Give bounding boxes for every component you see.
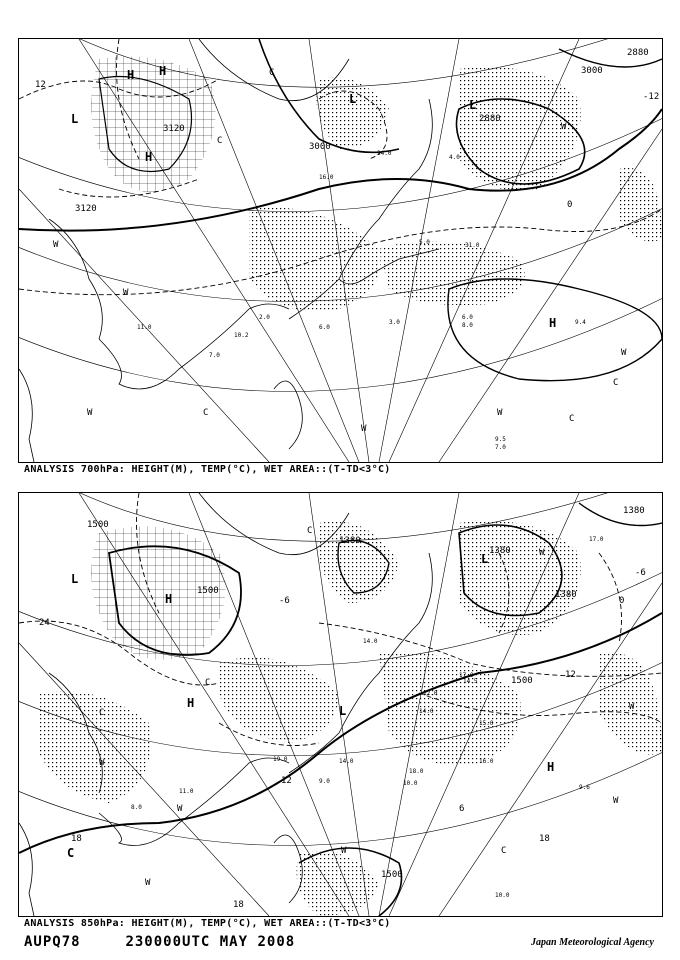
temp-label: W <box>539 548 545 558</box>
contour-label: 1380 <box>623 506 645 516</box>
product-header <box>24 934 295 950</box>
station-value: 11.0 <box>179 788 194 795</box>
station-value: 16.0 <box>479 758 494 765</box>
station-value: 4.0 <box>449 154 460 161</box>
temp-label: W <box>341 846 347 856</box>
station-value: 9.6 <box>579 784 590 791</box>
contour-label: 6 <box>459 804 465 814</box>
station-value: 16.0 <box>319 174 334 181</box>
pressure-label: H <box>165 592 173 606</box>
temp-label: C <box>99 708 105 718</box>
contour-label: 3000 <box>581 66 603 76</box>
contour-label: -6 <box>635 568 646 578</box>
map-700hpa <box>19 39 662 462</box>
station-value: 31.0 <box>465 242 480 249</box>
station-value: 17.0 <box>589 536 604 543</box>
contour-label: 1500 <box>511 676 533 686</box>
temp-label: W <box>99 758 105 768</box>
station-value: 14.0 <box>363 638 378 645</box>
station-value: 5.0 <box>419 239 430 246</box>
contour-label: 24 <box>39 618 50 628</box>
station-value: 12.0 <box>423 690 438 697</box>
temp-label: C <box>501 846 507 856</box>
station-value: 14.5 <box>463 678 478 685</box>
temp-label: W <box>177 804 183 814</box>
wet-areas <box>91 57 662 312</box>
wet-areas <box>39 521 662 916</box>
temp-label: W <box>87 408 93 418</box>
caption-850hpa: ANALYSIS 850hPa: HEIGHT(M), TEMP(°C), WET AREA::(T-TD<3°C) <box>24 918 391 929</box>
chart-700hpa <box>18 38 663 463</box>
temp-label: W <box>621 348 627 358</box>
station-value: 8.0 <box>131 804 142 811</box>
temp-label: C <box>569 414 575 424</box>
contour-label: 2880 <box>479 114 501 124</box>
station-value: 14.0 <box>339 758 354 765</box>
station-value: 8.0 <box>462 322 473 329</box>
station-value: 10.2 <box>234 332 249 339</box>
station-value: 10.0 <box>495 892 510 899</box>
station-value: 3.0 <box>389 319 400 326</box>
contour-label: 3120 <box>75 204 97 214</box>
pressure-label: L <box>71 112 79 126</box>
contour-label: -6 <box>279 596 290 606</box>
pressure-label: H <box>159 64 167 78</box>
station-values <box>137 150 586 451</box>
pressure-label: H <box>187 696 195 710</box>
agency-name: Japan Meteorological Agency <box>531 937 654 948</box>
temp-label: W <box>629 702 635 712</box>
product-code: AUPQ78 <box>24 934 81 950</box>
temp-label: C <box>203 408 209 418</box>
station-value: 9.4 <box>575 319 586 326</box>
contour-label: 1500 <box>87 520 109 530</box>
temp-label: C <box>205 678 211 688</box>
station-value: 2.0 <box>259 314 270 321</box>
contour-label: 3120 <box>163 124 185 134</box>
temp-label: W <box>497 408 503 418</box>
contour-label: 3000 <box>309 142 331 152</box>
pressure-label: H <box>145 150 153 164</box>
station-value: 7.0 <box>209 352 220 359</box>
contour-label: 18 <box>233 900 244 910</box>
station-value: 24.0 <box>377 150 392 157</box>
contour-label: 1380 <box>339 536 361 546</box>
pressure-label: H <box>547 760 555 774</box>
station-value: 11.0 <box>137 324 152 331</box>
contour-label: 1500 <box>381 870 403 880</box>
station-value: 10.0 <box>403 780 418 787</box>
station-value: 6.0 <box>462 314 473 321</box>
map-850hpa <box>19 493 662 916</box>
contour-label: 12 <box>281 776 292 786</box>
contour-label: 1380 <box>555 590 577 600</box>
contour-label: 12 <box>565 670 576 680</box>
pressure-label: C <box>67 846 75 860</box>
temp-label: C <box>269 68 275 78</box>
contour-label: 1500 <box>197 586 219 596</box>
temp-label: W <box>145 878 151 888</box>
station-value: 17.0 <box>459 672 474 679</box>
contour-label: -12 <box>643 92 660 102</box>
station-value: 19.0 <box>273 756 288 763</box>
station-value: 7.0 <box>495 444 506 451</box>
station-value: 14.0 <box>419 708 434 715</box>
temp-label: W <box>361 424 367 434</box>
temp-label: C <box>307 526 313 536</box>
contour-label: 18 <box>71 834 82 844</box>
contour-label: 0 <box>567 200 573 210</box>
station-value: 9.0 <box>319 778 330 785</box>
valid-time: 230000UTC MAY 2008 <box>125 934 296 950</box>
station-value: 15.0 <box>479 720 494 727</box>
contour-label: 18 <box>539 834 550 844</box>
temp-label: W <box>123 288 129 298</box>
chart-850hpa <box>18 492 663 917</box>
pressure-label: L <box>71 572 79 586</box>
station-value: 9.5 <box>495 436 506 443</box>
pressure-label: H <box>127 68 135 82</box>
pressure-label: L <box>481 552 489 566</box>
contour-label: 0 <box>619 596 625 606</box>
temp-label: W <box>613 796 619 806</box>
pressure-label: H <box>549 316 557 330</box>
temp-label: W <box>53 240 59 250</box>
station-value: 6.0 <box>319 324 330 331</box>
contour-label: 12 <box>35 80 46 90</box>
pressure-label: L <box>469 98 477 112</box>
temp-label: C <box>217 136 223 146</box>
pressure-label: L <box>339 704 347 718</box>
contour-label: 2880 <box>627 48 649 58</box>
pressure-label: L <box>349 92 357 106</box>
station-value: 18.0 <box>409 768 424 775</box>
temp-label: C <box>613 378 619 388</box>
temp-label: W <box>561 122 567 132</box>
contour-label: 1380 <box>489 546 511 556</box>
caption-700hpa: ANALYSIS 700hPa: HEIGHT(M), TEMP(°C), WET AREA::(T-TD<3°C) <box>24 464 391 475</box>
